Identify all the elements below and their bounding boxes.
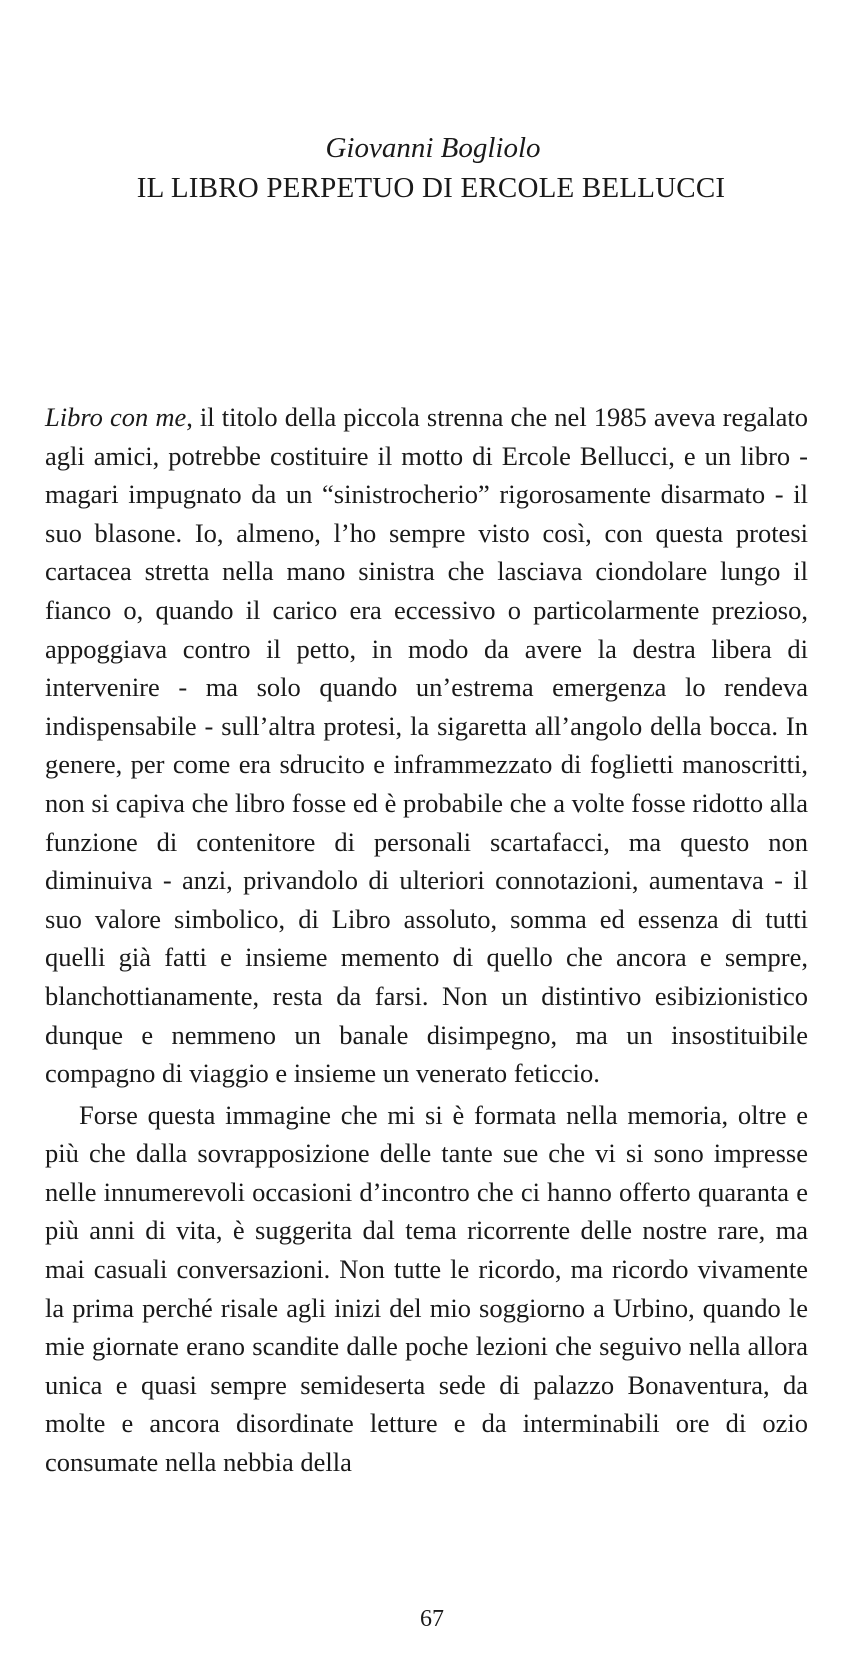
paragraph: Forse questa immagine che mi si è formata nella memoria, oltre e più che dalla sovrapposizione delle tante sue che vi si sono impresse nelle innumerevoli occasioni d’incontro che ci hanno offerto quaranta e più anni di vita, è suggerita dal tema ricorrente delle nostre rare, ma mai casuali conversazioni. Non tutte le ricordo, ma ricordo vivamente la prima perché risale agli inizi del mio soggiorno a Urbino, quando le mie giornate erano scandite dalle poche lezioni che seguivo nella allora unica e quasi sempre semideserta sede di palazzo Bonaventura, da molte e ancora disordinate letture e da interminabili ore di ozio consumate nella nebbia della [45,1099,808,1478]
author-name: Giovanni Bogliolo [325,132,541,164]
paragraph-text: , il titolo della piccola strenna che nel 1985 aveva regalato agli amici, potrebbe costituire il motto di Ercole Bellucci, e un libro - magari impugnato da un “sinistrocherio” rigorosamente disarmato - il suo blasone. Io, almeno, l’ho sempre visto così, con questa protesi cartacea stretta nella mano sinistra che lasciava ciondolare lungo il fianco o, quando il carico era eccessivo o particolarmente prezioso, appoggiava contro il petto, in modo da avere la destra libera di intervenire - ma solo quando un’estrema emergenza lo rendeva indispensabile - sull’altra protesi, la sigaretta all’angolo della bocca. In genere, per come era sdrucito e inframmezzato di foglietti manoscritti, non si capiva che libro fosse ed è probabile che a volte fosse ridotto alla funzione di contenitore di personali scartafacci, ma questo non diminuiva - anzi, privandolo di ulteriori connotazioni, aumentava - il suo valore simbolico, di Libro assoluto, somma ed essenza di tutti quelli già fatti e insieme memento di quello che ancora e sempre, blanchottianamente, resta da farsi. Non un distintivo esibizionistico dunque e nemmeno un banale disimpegno, ma un insostituibile compagno di viaggio e insieme un venerato feticcio. [45,402,809,1089]
chapter-header [0,128,860,208]
page-number: 67 [420,1606,444,1632]
paragraph [45,398,808,1093]
body-text [45,398,808,1482]
chapter-title: IL LIBRO PERPETUO DI ERCOLE BELLUCCI [136,172,726,204]
italic-book-title: Libro con me [45,402,187,432]
